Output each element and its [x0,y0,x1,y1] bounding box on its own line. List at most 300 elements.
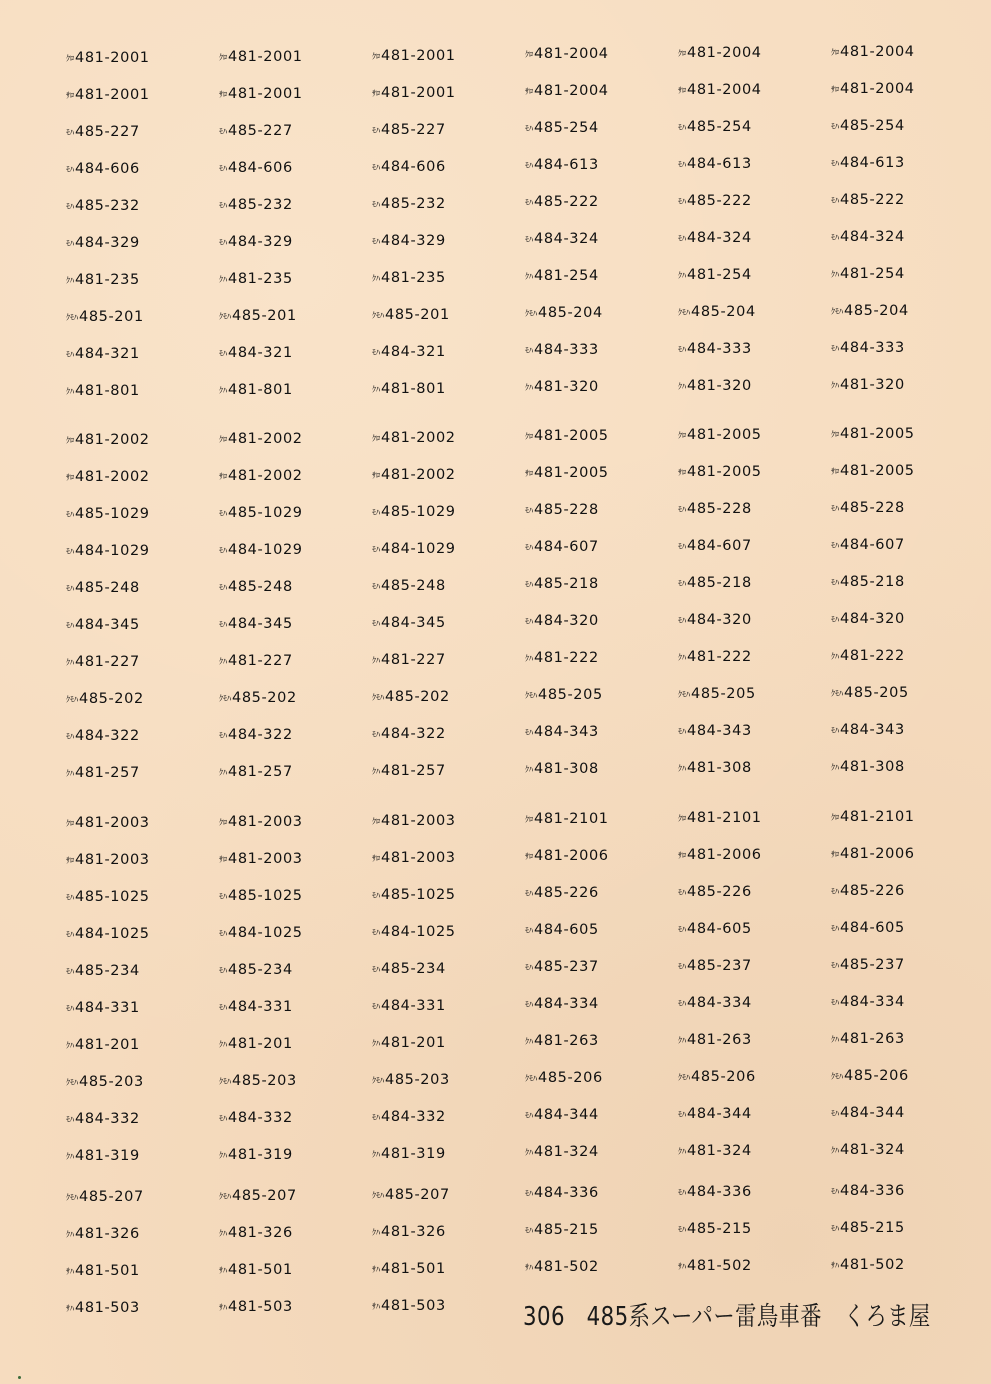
car-type-prefix: ﾓﾊ [372,200,380,209]
car-type-prefix: ｸﾊ [66,1152,74,1161]
car-number: 481-2001 [75,50,150,66]
car-type-prefix: ｻﾊ [525,1263,533,1272]
car-type-prefix: ｸﾊ [831,763,839,772]
car-number-label [831,537,905,554]
car-number: 484-336 [840,1183,905,1199]
car-number-label [66,728,140,745]
car-type-prefix: ｸﾊ [831,652,839,661]
car-number: 485-237 [687,958,752,974]
dust-speck [18,1376,21,1379]
car-number: 484-1029 [75,543,150,559]
car-number: 485-218 [840,574,905,590]
car-type-prefix: ﾓﾊ [678,616,686,625]
car-number: 484-613 [687,156,752,172]
car-type-prefix: ｸﾊ [219,1151,227,1160]
car-type-prefix: ﾓﾊ [678,1188,686,1197]
car-number: 481-222 [534,650,599,666]
car-number: 481-201 [381,1035,446,1051]
car-number: 481-320 [534,379,599,395]
car-number-label [372,1187,450,1204]
car-number-label [219,542,303,559]
car-type-prefix: ﾓﾊ [831,726,839,735]
car-number-label [372,430,456,447]
car-number-label [678,82,762,99]
car-number: 481-222 [840,648,905,664]
car-number-label [66,383,140,400]
car-type-prefix: ｸﾊ [678,271,686,280]
car-number: 485-234 [75,963,140,979]
car-type-prefix: ﾓﾊ [678,160,686,169]
car-number: 481-308 [840,759,905,775]
car-number-label [525,379,599,396]
car-type-prefix: ﾓﾊ [372,163,380,172]
car-type-prefix: ﾓﾊ [525,1189,533,1198]
car-number: 485-226 [840,883,905,899]
car-number-label [678,1258,752,1275]
car-number-label [831,685,909,702]
car-number-label [66,1037,140,1054]
car-number-label [66,309,144,326]
car-number-label [372,1298,446,1315]
car-type-prefix: ｸﾛ [66,819,74,828]
car-number-label [219,888,303,905]
car-number-label [66,1263,140,1280]
car-number: 485-205 [691,686,756,702]
car-type-prefix: ﾓﾊ [219,238,227,247]
car-number: 481-2004 [840,44,915,60]
car-type-prefix: ﾓﾊ [219,509,227,518]
car-number: 485-237 [534,959,599,975]
car-type-prefix: ﾓﾊ [525,235,533,244]
car-type-prefix: ﾓﾊ [525,124,533,133]
car-number-label [372,578,446,595]
car-type-prefix: ﾓﾊ [372,965,380,974]
car-type-prefix: ｸﾊ [678,1147,686,1156]
car-number-label [372,159,446,176]
car-number-label [66,1226,140,1243]
car-type-prefix: ｻﾛ [372,89,380,98]
car-type-prefix: ｻﾊ [219,1303,227,1312]
car-number-label [66,432,150,449]
car-number-label [219,197,293,214]
car-number-label [219,1188,297,1205]
car-number-label [678,45,762,62]
car-number: 481-319 [381,1146,446,1162]
car-number-label [372,504,456,521]
car-type-prefix: ﾓﾊ [219,1003,227,1012]
car-number-label [219,123,293,140]
car-number: 481-320 [687,378,752,394]
car-number-label [66,198,140,215]
car-number: 481-201 [75,1037,140,1053]
car-number: 485-201 [232,308,297,324]
car-type-prefix: ｸﾓﾊ [372,693,384,702]
car-number-label [525,1070,603,1087]
car-number-label [66,543,150,560]
car-number-label [219,345,293,362]
car-number-label [372,196,446,213]
car-number: 481-2003 [75,852,150,868]
car-number-label [831,500,905,517]
car-number-label [66,469,150,486]
car-type-prefix: ﾓﾊ [372,730,380,739]
car-number: 484-344 [687,1106,752,1122]
car-type-prefix: ｸﾊ [525,654,533,663]
car-number: 484-605 [840,920,905,936]
car-number: 481-257 [75,765,140,781]
car-type-prefix: ｸﾛ [372,52,380,61]
car-number-label [831,809,915,826]
car-type-prefix: ﾓﾊ [219,892,227,901]
car-type-prefix: ｸﾓﾊ [66,313,78,322]
car-number: 481-235 [228,271,293,287]
car-type-prefix: ﾓﾊ [678,925,686,934]
car-number: 481-502 [840,1257,905,1273]
car-number: 484-1025 [228,925,303,941]
car-type-prefix: ｸﾊ [372,1228,380,1237]
car-number-label [831,192,905,209]
car-type-prefix: ｸﾊ [678,382,686,391]
car-number-label [525,1222,599,1239]
car-number: 485-207 [232,1188,297,1204]
car-type-prefix: ﾓﾊ [372,348,380,357]
car-number: 485-215 [534,1222,599,1238]
car-type-prefix: ｸﾊ [219,275,227,284]
car-number: 484-320 [840,611,905,627]
car-number: 481-2004 [687,45,762,61]
car-type-prefix: ｸﾓﾊ [525,691,537,700]
car-number-label [831,463,915,480]
car-number: 481-2003 [381,813,456,829]
car-type-prefix: ﾓﾊ [678,727,686,736]
car-type-prefix: ｸﾊ [66,1230,74,1239]
car-type-prefix: ﾓﾊ [831,159,839,168]
car-number-label [678,1221,752,1238]
car-type-prefix: ﾓﾊ [66,893,74,902]
car-number-label [372,726,446,743]
car-number: 485-201 [79,309,144,325]
car-type-prefix: ｻﾛ [678,851,686,860]
car-number: 484-324 [687,230,752,246]
car-number-label [66,691,144,708]
car-type-prefix: ﾓﾊ [831,196,839,205]
car-number-label [831,426,915,443]
car-type-prefix: ｻﾛ [525,852,533,861]
car-type-prefix: ﾓﾊ [831,541,839,550]
car-type-prefix: ﾓﾊ [831,1187,839,1196]
car-type-prefix: ｸﾓﾊ [219,1192,231,1201]
car-type-prefix: ﾓﾊ [525,1000,533,1009]
car-number-label [831,920,905,937]
car-number-label [831,1257,905,1274]
car-type-prefix: ﾓﾊ [219,546,227,555]
car-number: 481-801 [381,381,446,397]
car-type-prefix: ｸﾓﾊ [219,694,231,703]
car-number-label [219,1225,293,1242]
car-number: 481-2006 [687,847,762,863]
car-number-label [831,846,915,863]
car-number: 481-235 [75,272,140,288]
car-number: 481-227 [381,652,446,668]
car-number-label [831,883,905,900]
car-number-label [525,761,599,778]
car-number-label [525,1033,599,1050]
car-number: 485-234 [381,961,446,977]
car-type-prefix: ｸﾊ [831,381,839,390]
car-number-label [372,689,450,706]
car-type-prefix: ｸﾛ [831,430,839,439]
car-number-label [525,885,599,902]
car-number-label [831,81,915,98]
car-number-label [831,44,915,61]
car-number-label [66,654,140,671]
car-type-prefix: ﾓﾊ [525,198,533,207]
car-type-prefix: ﾓﾊ [831,1109,839,1118]
car-type-prefix: ｸﾓﾊ [831,307,843,316]
car-number-label [219,160,293,177]
car-number-label [219,468,303,485]
car-number: 481-235 [381,270,446,286]
car-type-prefix: ｸﾓﾊ [66,1193,78,1202]
car-number: 481-227 [75,654,140,670]
car-number: 481-2001 [381,48,456,64]
car-number: 485-232 [228,197,293,213]
car-number: 481-319 [75,1148,140,1164]
car-number: 481-263 [687,1032,752,1048]
car-number: 484-334 [840,994,905,1010]
car-number: 481-2005 [687,464,762,480]
car-type-prefix: ﾓﾊ [372,582,380,591]
car-type-prefix: ﾓﾊ [678,1110,686,1119]
car-type-prefix: ｸﾛ [372,434,380,443]
car-type-prefix: ﾓﾊ [678,1225,686,1234]
car-type-prefix: ｸﾊ [219,768,227,777]
car-number: 484-321 [75,346,140,362]
car-type-prefix: ｸﾊ [66,1041,74,1050]
car-type-prefix: ｸﾊ [66,387,74,396]
car-type-prefix: ﾓﾊ [678,123,686,132]
car-type-prefix: ﾓﾊ [66,621,74,630]
car-type-prefix: ﾓﾊ [831,615,839,624]
car-type-prefix: ｸﾊ [66,769,74,778]
car-number-label [678,119,752,136]
car-number: 481-501 [381,1261,446,1277]
car-number: 485-226 [687,884,752,900]
car-number: 484-329 [228,234,293,250]
car-number-label [678,341,752,358]
car-number: 485-254 [534,120,599,136]
car-number-label [219,431,303,448]
car-number: 484-606 [228,160,293,176]
car-number-label [372,924,456,941]
car-number: 481-2005 [534,428,609,444]
car-type-prefix: ｸﾓﾊ [372,1076,384,1085]
car-type-prefix: ｸﾛ [831,813,839,822]
car-number: 485-228 [687,501,752,517]
car-type-prefix: ｸﾛ [678,49,686,58]
car-type-prefix: ｸﾊ [372,656,380,665]
car-type-prefix: ｸﾊ [678,1036,686,1045]
car-number: 481-324 [534,1144,599,1160]
car-number: 485-202 [79,691,144,707]
car-number: 481-2004 [534,83,609,99]
car-number: 484-333 [534,342,599,358]
car-number-label [219,1147,293,1164]
car-type-prefix: ﾓﾊ [219,1114,227,1123]
car-number: 485-203 [79,1074,144,1090]
car-type-prefix: ｸﾊ [525,272,533,281]
car-type-prefix: ｻﾛ [678,86,686,95]
car-number-label [831,759,905,776]
car-number-label [525,502,599,519]
car-number-label [219,1299,293,1316]
car-number-label [525,576,599,593]
car-number: 484-334 [534,996,599,1012]
car-type-prefix: ｸﾛ [372,817,380,826]
car-number-label [219,86,303,103]
car-type-prefix: ｸﾓﾊ [831,689,843,698]
car-number: 484-605 [687,921,752,937]
car-number-label [831,303,909,320]
car-type-prefix: ﾓﾊ [66,1115,74,1124]
car-number-label [372,122,446,139]
car-type-prefix: ﾓﾊ [525,963,533,972]
car-number: 481-2003 [228,814,303,830]
car-number-label [372,961,446,978]
car-number: 485-1029 [75,506,150,522]
car-number: 481-2001 [381,85,456,101]
car-type-prefix: ﾓﾊ [678,962,686,971]
car-number: 484-344 [534,1107,599,1123]
car-number-label [525,194,599,211]
car-number-label [678,156,752,173]
car-type-prefix: ﾓﾊ [219,127,227,136]
car-type-prefix: ﾓﾊ [678,888,686,897]
car-number-label [831,722,905,739]
car-number-label [219,49,303,66]
car-number-label [678,612,752,629]
car-type-prefix: ｸﾊ [831,1146,839,1155]
car-number-label [525,1107,599,1124]
car-number-label [372,344,446,361]
car-number: 481-254 [840,266,905,282]
car-type-prefix: ｻﾛ [831,850,839,859]
car-number: 485-227 [228,123,293,139]
car-number: 485-222 [687,193,752,209]
car-type-prefix: ﾓﾊ [678,542,686,551]
car-number: 481-257 [381,763,446,779]
car-number-label [678,1032,752,1049]
car-number-label [525,268,599,285]
car-number: 485-232 [381,196,446,212]
car-number: 481-2003 [75,815,150,831]
car-number: 481-2002 [228,468,303,484]
car-number: 481-2003 [228,851,303,867]
car-type-prefix: ｻﾊ [66,1304,74,1313]
car-number-label [66,1111,140,1128]
car-number: 484-345 [228,616,293,632]
car-number: 485-248 [75,580,140,596]
car-type-prefix: ﾓﾊ [525,1111,533,1120]
car-number: 481-2002 [75,469,150,485]
car-number: 481-254 [687,267,752,283]
car-number: 481-501 [228,1262,293,1278]
car-number: 481-2004 [840,81,915,97]
car-number: 484-345 [381,615,446,631]
car-number-label [66,124,140,141]
car-number-label [678,649,752,666]
car-number: 484-329 [381,233,446,249]
car-number-label [372,233,446,250]
car-number-label [372,998,446,1015]
car-type-prefix: ﾓﾊ [831,233,839,242]
car-number-label [219,1110,293,1127]
car-type-prefix: ﾓﾊ [525,926,533,935]
car-number: 481-2005 [840,426,915,442]
car-number: 485-222 [534,194,599,210]
car-type-prefix: ｸﾓﾊ [372,311,384,320]
car-number-label [66,50,150,67]
car-number: 481-2005 [534,465,609,481]
car-type-prefix: ｸﾊ [66,658,74,667]
car-number: 481-502 [534,1259,599,1275]
car-number-label [219,308,297,325]
car-number: 485-228 [840,500,905,516]
car-number: 484-1029 [381,541,456,557]
car-type-prefix: ｻﾛ [525,87,533,96]
car-number: 484-336 [534,1185,599,1201]
car-number-label [219,653,293,670]
car-type-prefix: ﾓﾊ [525,728,533,737]
car-number-label [678,267,752,284]
car-number-label [372,381,446,398]
car-number-label [678,810,762,827]
car-number: 484-606 [381,159,446,175]
car-type-prefix: ﾓﾊ [66,967,74,976]
car-number: 481-263 [534,1033,599,1049]
car-type-prefix: ﾓﾊ [525,889,533,898]
car-type-prefix: ｸﾊ [372,385,380,394]
car-number-label [66,617,140,634]
car-number: 481-308 [534,761,599,777]
car-number-label [678,1106,752,1123]
car-number: 485-206 [538,1070,603,1086]
car-number-label [525,1259,599,1276]
car-type-prefix: ｸﾊ [219,1040,227,1049]
car-type-prefix: ﾓﾊ [66,202,74,211]
car-type-prefix: ｸﾛ [678,814,686,823]
car-number-label [831,229,905,246]
car-number: 484-332 [75,1111,140,1127]
car-type-prefix: ﾓﾊ [372,1002,380,1011]
car-number-label [66,346,140,363]
car-number-label [66,506,150,523]
car-number-label [219,962,293,979]
car-number: 481-2002 [381,467,456,483]
car-number: 485-201 [385,307,450,323]
car-number-label [525,613,599,630]
car-number-label [525,724,599,741]
car-number: 481-320 [840,377,905,393]
car-number-label [219,999,293,1016]
car-number: 481-222 [687,649,752,665]
car-number: 485-202 [232,690,297,706]
car-number: 484-343 [534,724,599,740]
car-type-prefix: ｸﾊ [66,276,74,285]
car-number: 484-329 [75,235,140,251]
car-number-label [372,850,456,867]
car-number-label [525,305,603,322]
